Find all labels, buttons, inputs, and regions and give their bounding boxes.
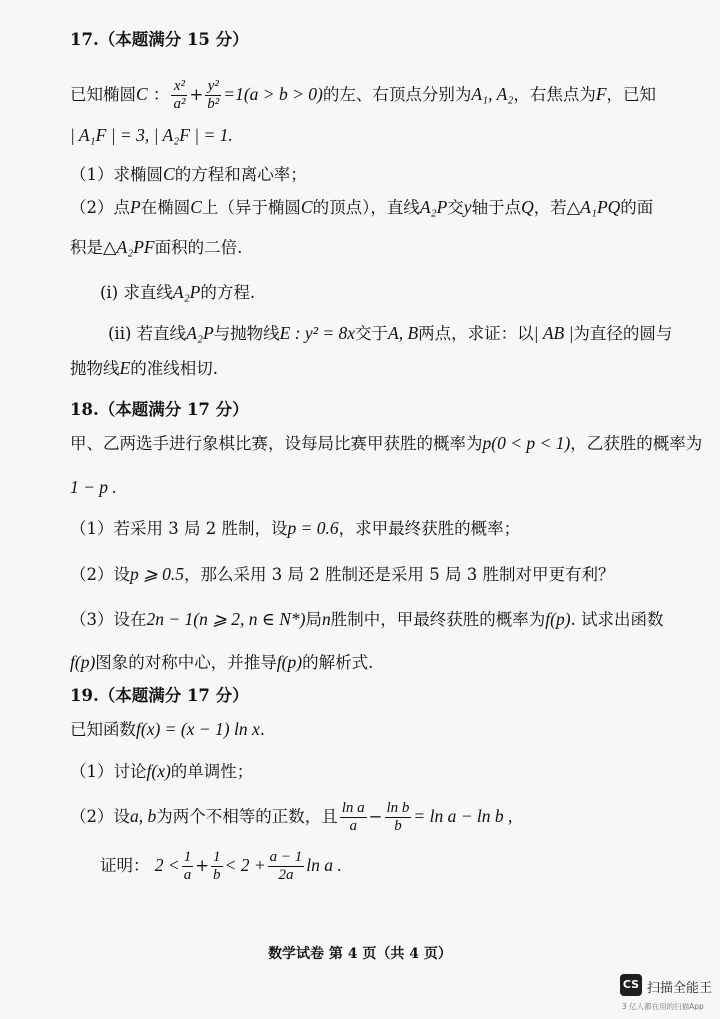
q19-ineq-mid: < 2 + — [224, 855, 266, 875]
q17-part2-line2 — [70, 239, 242, 257]
q17-text: 的方程. — [200, 283, 256, 302]
q19-function: f(x) = (x − 1) ln x — [136, 719, 260, 739]
q18-part3-line2 — [70, 654, 373, 672]
q18-match-format: 2n − 1(n ⩾ 2, n ∈ N*) — [146, 609, 306, 629]
q19-frac-num: 1 — [213, 849, 221, 865]
q19-frac-den: b — [213, 867, 221, 883]
q19-part2: （2）设a, b为两个不相等的正数，且 $\frac{\text{ln a}}{a}$ − $\frac{\text{ln b}}{b}$ = ln a − ln b , — [70, 800, 513, 834]
q17-y-axis: y — [463, 197, 472, 217]
q17-text: 交于 — [355, 324, 389, 343]
q17-ellipse-eq: =1(a > b > 0) — [223, 84, 323, 104]
q19-frac-num: a − 1 — [269, 849, 303, 865]
q18-header: 18.（本题满分 17 分） — [70, 400, 249, 419]
q19-frac-num: ln a — [341, 800, 365, 816]
q17-text: （2）点 — [70, 198, 130, 217]
q19-frac-lna — [340, 800, 367, 835]
q17-text: 已知椭圆 — [70, 85, 136, 104]
q17-frac-x: $\frac{\text{x²}}{\text{a²}}$ — [173, 78, 186, 112]
q18-text: （3）设在 — [70, 610, 147, 629]
q17-text: 为直径的圆与 — [573, 324, 673, 343]
q17-frac-y: $\frac{\text{y²}}{\text{b²}}$ — [207, 78, 220, 112]
q17-text: （1）求椭圆 — [70, 165, 163, 184]
q17-line-a2p: A₂P — [186, 323, 214, 343]
q17-triangle-a2pf: △A₂PF — [103, 237, 155, 257]
q17-text: ，若 — [533, 198, 567, 217]
q17-text: 面积的二倍. — [154, 238, 243, 257]
q17-stem-line1: 已知椭圆C ： $\frac{\text{x²}}{\text{a²}}$ + $\frac{\text{y²}}{\text{b²}}$ =1(a > b > 0)的左、右顶点分别为A₁, A₂，右焦点为F，已知 — [70, 78, 657, 112]
q17-header: 17.（本题满分 15 分） — [70, 30, 249, 49]
q18-text: 图象的对称中心，并推导 — [95, 653, 277, 672]
q18-fp: f(p) — [545, 609, 571, 629]
q18-fp: f(p) — [276, 652, 303, 672]
q17-text: ，右焦点为 — [513, 85, 596, 104]
q19-frac-inv-b — [211, 849, 223, 884]
q17-text: ，已知 — [606, 85, 657, 104]
q19-proof: 证明： 2 < $\frac{1}{a}$ + $\frac{1}{b}$ < 2 + $\frac{a - 1}{2a}$ ln a . — [100, 849, 342, 883]
q17-text: 在椭圆 — [140, 198, 191, 217]
page-footer: 数学试卷 第 4 页（共 4 页） — [268, 946, 452, 962]
q17-focus: F — [595, 84, 607, 104]
q18-text: 胜制中，甲最终获胜的概率为 — [330, 610, 546, 629]
q19-text: . — [259, 720, 265, 739]
q18-part2 — [70, 566, 615, 584]
q17-sub-i — [100, 284, 255, 302]
q17-sub-ii-line1 — [108, 325, 672, 343]
q17-text: 的左、右顶点分别为 — [322, 85, 472, 104]
q18-text: （1）若采用 3 局 2 胜制，设 — [70, 519, 288, 538]
q19-ineq-tail: ln a . — [306, 855, 342, 875]
q19-frac-den: a — [183, 867, 192, 883]
q19-frac-a-minus-1 — [268, 849, 305, 884]
camscanner-name: 扫描全能王 — [647, 981, 713, 996]
q17-ab-length: | AB | — [533, 323, 574, 343]
q19-frac-lnb — [385, 800, 412, 835]
q18-stem-line1 — [70, 435, 702, 453]
q19-frac-inv-a — [182, 849, 194, 884]
q17-point-p: P — [130, 197, 141, 217]
q17-text: 与抛物线 — [213, 324, 280, 343]
q19-header: 19.（本题满分 17 分） — [70, 686, 249, 705]
q18-p-value: p = 0.6 — [287, 518, 339, 538]
q17-parabola-e: E — [119, 358, 131, 378]
q17-ellipse-name: C — [190, 197, 202, 217]
q18-text: ，那么采用 3 局 2 胜制还是采用 5 局 3 胜制对甲更有利？ — [184, 565, 615, 584]
q17-text: 积是 — [70, 238, 103, 257]
q17-ellipse-name: C — [300, 197, 313, 217]
q18-text: . 试求出函数 — [570, 610, 664, 629]
q17-text: 轴于点 — [471, 198, 522, 217]
q17-text: 的方程和离心率； — [174, 165, 307, 184]
q19-ab: a, b — [130, 806, 157, 826]
camscanner-tagline: 3 亿人都在用的扫描App — [622, 1002, 704, 1011]
q17-text: 交 — [447, 198, 464, 217]
q18-p-condition: p ⩾ 0.5 — [130, 564, 185, 584]
q18-p-range: p(0 < p < 1) — [482, 433, 571, 453]
q19-rhs: = ln a − ln b , — [413, 806, 513, 826]
q18-text: （2）设 — [70, 565, 130, 584]
q19-text: （2）设 — [70, 807, 130, 826]
q18-text: 局 — [305, 610, 323, 629]
q17-text: 的准线相切. — [130, 359, 218, 378]
q18-fp: f(p) — [70, 652, 96, 672]
q18-text: ，乙获胜的概率为 — [570, 434, 703, 453]
q17-text: (ii) 若直线 — [108, 324, 187, 343]
q17-point-q: Q — [521, 197, 534, 217]
q17-text: (i) 求直线 — [100, 283, 173, 302]
q17-text: 抛物线 — [70, 359, 120, 378]
q19-stem — [70, 721, 265, 739]
q19-fx: f(x) — [146, 761, 171, 781]
q18-text: 甲、乙两选手进行象棋比赛，设每局比赛甲获胜的概率为 — [70, 434, 483, 453]
q19-text: 的单调性； — [170, 762, 254, 781]
q17-vertices: A₁, A₂ — [471, 84, 514, 104]
q17-given: | A₁F | = 3, | A₂F | = 1. — [70, 125, 233, 145]
q19-frac-den: a — [349, 818, 357, 834]
q19-ineq-lhs: 2 < — [154, 855, 180, 875]
q19-frac-den: 2a — [278, 867, 294, 883]
q17-points-ab: A, B — [388, 323, 419, 343]
q17-line-a2p: A₂P — [172, 282, 201, 302]
q19-frac-num: 1 — [183, 849, 192, 865]
q17-text: 两点，求证：以 — [418, 324, 534, 343]
q19-proof-label: 证明： — [100, 856, 150, 875]
q17-line-a2p: A₂P — [419, 197, 448, 217]
q18-part3-line1 — [70, 611, 664, 629]
q19-part1 — [70, 763, 253, 781]
q19-text: 为两个不相等的正数，且 — [156, 807, 338, 826]
q17-triangle-a1pq: △A₁PQ — [566, 197, 621, 217]
q17-text: 上（异于椭圆 — [201, 198, 301, 217]
q18-text: 的解析式. — [302, 653, 374, 672]
q17-parabola: E : y² = 8x — [279, 323, 356, 343]
q19-frac-num: ln b — [386, 800, 410, 816]
q18-text: ，求甲最终获胜的概率； — [338, 519, 521, 538]
q18-n: n — [322, 609, 331, 629]
q17-text: 的顶点），直线 — [312, 198, 420, 217]
q17-part2-line1 — [70, 199, 653, 217]
q18-part1 — [70, 520, 520, 538]
camscanner-logo-icon: CS — [620, 974, 642, 996]
q19-text: （1）讨论 — [70, 762, 147, 781]
q17-ellipse-name: C — [163, 164, 175, 184]
q17-sub-ii-line2 — [70, 360, 218, 378]
q17-ellipse-name: C — [136, 84, 148, 104]
q19-text: 已知函数 — [70, 720, 136, 739]
q19-frac-den: b — [394, 818, 402, 834]
q17-text: 的面 — [620, 198, 654, 217]
q18-one-minus-p: 1 − p . — [70, 477, 117, 497]
q17-part1 — [70, 166, 307, 184]
